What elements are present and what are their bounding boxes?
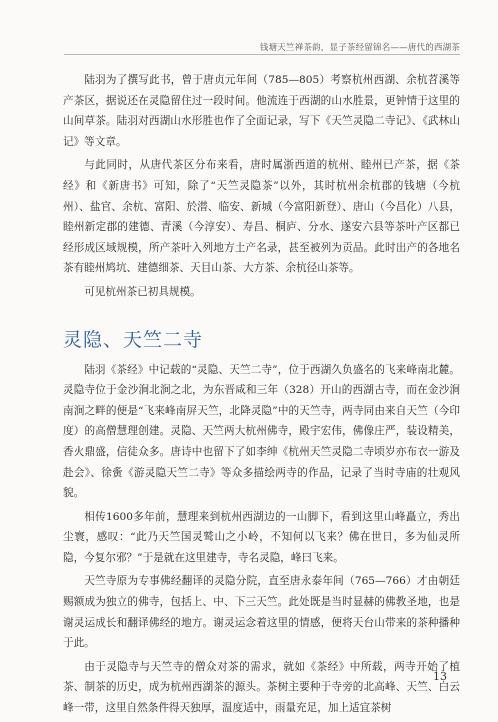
body-paragraph: 相传1600多年前，慧理来到杭州西湖边的一山脚下，看到这里山峰矗立，秀出尘寰，感叹：“此乃天竺国灵鹫山之小岭，不知何以飞来？佛在世日，多为仙灵所隐，今复尔邪？”于是就在这里建寺，寺名灵隐，峰曰飞来。 [63, 510, 460, 564]
body-paragraph: 天竺寺原为专事佛经翻译的灵隐分院，直至唐永泰年间（765—766）才由朝廷赐额成为独立的佛寺，包括上、中、下三天竺。此处既是当时显赫的佛教圣地，也是谢灵运成长和翻译佛经的地方。谢灵运念着这里的情感，便将天台山带来的茶种播种于此。 [63, 575, 460, 650]
section-heading: 灵隐、天竺二寺 [63, 328, 204, 351]
page-number: 13 [433, 670, 447, 683]
page-body [63, 70, 460, 722]
body-paragraph: 由于灵隐寺与天竺寺的僧众对茶的需求，就如《茶经》中所载，两寺开始了植茶、制茶的历史，成为杭州西湖茶的源头。茶树主要种于寺旁的北高峰、天竺、白云峰一带，这里自然条件得天独厚，温度适中，雨量充足，加上适宜茶树 [63, 660, 460, 715]
body-paragraph: 与此同时，从唐代茶区分布来看，唐时属浙西道的杭州、睦州已产茶，据《茶经》和《新唐书》可知，除了“天竺灵隐茶”以外，其时杭州余杭郡的钱塘（今杭州）、盐官、余杭、富阳、於潜、临安、新城（今富阳新登）、唐山（今昌化）八县，睦州新定郡的建德、青溪（今淳安）、寿昌、桐庐、分水、遂安六县等茶叶产区都已经形成区域规模，所产茶叶入列地方土产名录，甚至被列为贡品。此时出产的各地名茶有睦州鸠坑、建德细茶、天目山茶、大方茶、余杭径山茶等。 [63, 159, 460, 275]
body-paragraph: 陆羽《茶经》中记载的“灵隐、天竺二寺”，位于西湖久负盛名的飞来峰南北麓。灵隐寺位于金沙涧北涧之北，为东晋咸和三年（328）开山的西湖古寺，而在金沙涧南涧之畔的便是“飞来峰南屏天竺，北降灵隐”中的天竺寺，两寺同由来自天竺（今印度）的高僧慧理创建。灵隐、天竺两大杭州佛寺，殿宇宏伟，佛像庄严，装设精美，香火鼎盛，信徒众多。唐诗中也留下了如李绅《杭州天竺灵隐二寺顷岁亦布衣一游及赴会》、徐夤《游灵隐天竺二寺》等众多描绘两寺的作品，记录了当时寺庙的壮观风貌。 [63, 363, 460, 500]
header-divider [64, 54, 460, 55]
body-paragraph: 可见杭州茶已初具规模。 [84, 285, 201, 298]
body-paragraph: 陆羽为了撰写此书，曾于唐贞元年间（785—805）考察杭州西湖、余杭苕溪等产茶区，据说还在灵隐留住过一段时间。他流连于西湖的山水胜景，更钟情于这里的山间草茶。陆羽对西湖山水形胜也作了全面记录，写下《天竺灵隐二寺记》、《武林山记》等文章。 [63, 74, 460, 148]
running-header: 钱塘天竺禅茶韵，显子茶经留锦名——唐代的西湖茶 [259, 43, 460, 53]
